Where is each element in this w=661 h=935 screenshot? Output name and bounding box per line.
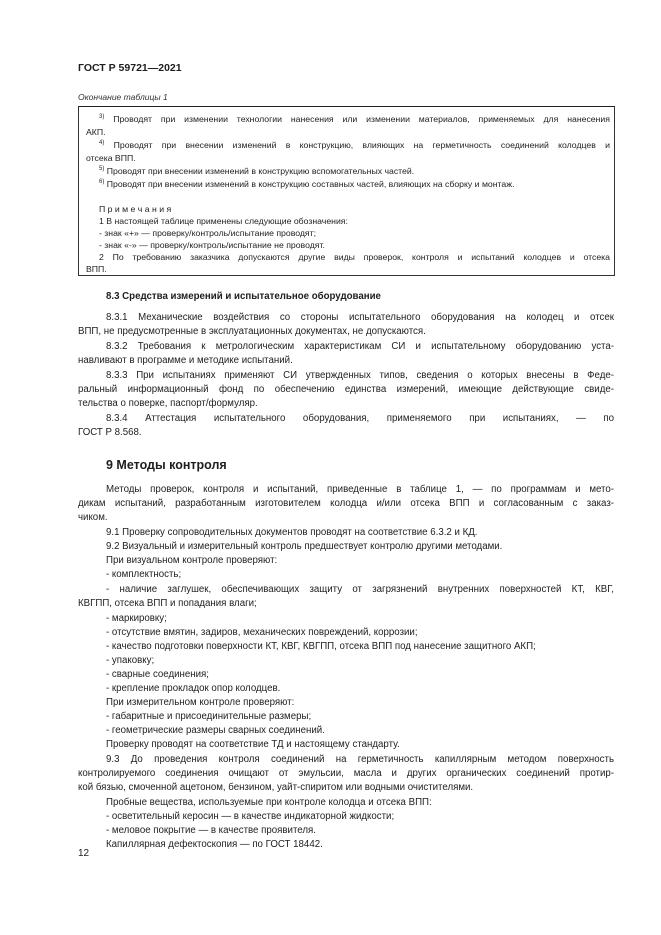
para-8-3-2-line-1: 8.3.2 Требования к метрологическим характеристикам СИ и испытательному оборудованию уста- bbox=[106, 341, 614, 352]
section-9-heading: 9 Методы контроля bbox=[106, 458, 227, 472]
para-8-3-3-line-2: ральный информационный фонд по обеспечению единства измерений, имеющие действующие свиде- bbox=[78, 384, 614, 395]
footnote-5: $^{5)}$ Проводят при внесении изменений в конструкцию вспомогательных частей. bbox=[99, 166, 415, 176]
para-9-1: 9.1 Проверку сопроводительных документов проводят на соответствие 6.3.2 и КД. bbox=[106, 527, 478, 538]
check-statement: Проверку проводят на соответствие ТД и настоящему стандарту. bbox=[106, 739, 400, 750]
note-2-line-1: 2 По требованию заказчика допускаются другие виды проверок, контроля и испытаний колодцев и отсека bbox=[99, 252, 610, 262]
measure-item-2: - геометрические размеры сварных соединений. bbox=[106, 725, 325, 736]
section-9-intro-line-3: чиком. bbox=[78, 512, 108, 523]
page-number: 12 bbox=[78, 848, 90, 859]
visual-item-7: - сварные соединения; bbox=[106, 669, 209, 680]
standard-designation: ГОСТ Р 59721—2021 bbox=[78, 62, 182, 74]
probe-substances-intro: Пробные вещества, используемые при контроле колодца и отсека ВПП: bbox=[106, 797, 432, 808]
measure-control-intro: При измерительном контроле проверяют: bbox=[106, 697, 295, 708]
para-9-3-line-2: контролируемого соединения очищают от эмульсии, масла и других органических соединений протир- bbox=[78, 768, 614, 779]
probe-item-2: - меловое покрытие — в качестве проявителя. bbox=[106, 825, 316, 836]
visual-item-1: - комплектность; bbox=[106, 569, 182, 580]
section-9-intro-line-2: дикам испытаний, разработанным изготовителем колодца и/или отсека ВПП и согласованным с заказ- bbox=[78, 498, 614, 509]
para-8-3-3-line-1: 8.3.3 При испытаниях применяют СИ утвержденных типов, сведения о которых внесены в Феде- bbox=[106, 370, 614, 381]
note-1-minus: - знак «-» — проверку/контроль/испытание не проводят. bbox=[99, 240, 325, 250]
footnote-3-line-2: АКП. bbox=[86, 127, 106, 137]
para-9-2: 9.2 Визуальный и измерительный контроль предшествует контролю другими методами. bbox=[106, 541, 503, 552]
visual-item-4: - отсутствие вмятин, задиров, механических повреждений, коррозии; bbox=[106, 627, 418, 638]
para-8-3-4-line-2: ГОСТ Р 8.568. bbox=[78, 427, 142, 438]
para-8-3-2-line-2: навливают в программе и методике испытаний. bbox=[78, 355, 293, 366]
visual-item-3: - маркировку; bbox=[106, 613, 167, 624]
section-8-3-heading: 8.3 Средства измерений и испытательное оборудование bbox=[106, 291, 381, 302]
visual-item-6: - упаковку; bbox=[106, 655, 155, 666]
capillary-reference: Капиллярная дефектоскопия — по ГОСТ 18442. bbox=[106, 839, 323, 850]
probe-item-1: - осветительный керосин — в качестве индикаторной жидкости; bbox=[106, 811, 395, 822]
notes-title: П р и м е ч а н и я bbox=[99, 204, 172, 214]
table-continuation-caption: Окончание таблицы 1 bbox=[78, 92, 168, 102]
para-8-3-4-line-1: 8.3.4 Аттестация испытательного оборудования, применяемого при испытаниях, — по bbox=[106, 413, 614, 424]
visual-item-2-line-2: КВГПП, отсека ВПП и попадания влаги; bbox=[78, 598, 257, 609]
table-footnotes-box bbox=[78, 106, 615, 276]
section-9-intro-line-1: Методы проверок, контроля и испытаний, приведенные в таблице 1, — по программам и мето- bbox=[106, 484, 614, 495]
para-9-3-line-1: 9.3 До проведения контроля соединений на герметичность капиллярным методом поверхность bbox=[106, 754, 614, 765]
measure-item-1: - габаритные и присоединительные размеры; bbox=[106, 711, 312, 722]
visual-item-2-line-1: - наличие заглушек, обеспечивающих защиту от загрязнений внутренних поверхностей КТ, КВГ, bbox=[106, 584, 614, 595]
visual-item-8: - крепление прокладок опор колодцев. bbox=[106, 683, 281, 694]
para-9-3-line-3: кой бязью, смоченной ацетоном, бензином, уайт-спиритом или водными очистителями. bbox=[78, 782, 474, 793]
footnote-4-line-1: $^{4)}$ Проводят при внесении изменений в конструкцию, влияющих на герметичность соединений колодцев и bbox=[99, 140, 610, 150]
para-8-3-1-line-1: 8.3.1 Механические воздействия со стороны испытательного оборудования на колодец и отсек bbox=[106, 312, 614, 323]
note-1-plus: - знак «+» — проверку/контроль/испытание проводят; bbox=[99, 228, 317, 238]
para-8-3-1-line-2: ВПП, не предусмотренные в эксплуатационных документах, не допускаются. bbox=[78, 326, 426, 337]
footnote-3-line-1: $^{3)}$ Проводят при изменении технологии нанесения или изменении материалов, применяемых для нанесения bbox=[99, 114, 610, 124]
visual-control-intro: При визуальном контроле проверяют: bbox=[106, 555, 278, 566]
para-8-3-3-line-3: тельства о поверке, паспорт/формуляр. bbox=[78, 398, 258, 409]
note-1: 1 В настоящей таблице применены следующие обозначения: bbox=[99, 216, 348, 226]
note-2-line-2: ВПП. bbox=[86, 264, 107, 274]
visual-item-5: - качество подготовки поверхности КТ, КВГ, КВГПП, отсека ВПП под нанесение защитного АКП; bbox=[106, 641, 536, 652]
footnote-4-line-2: отсека ВПП. bbox=[86, 153, 136, 163]
footnote-6: $^{6)}$ Проводят при внесении изменений в конструкцию составных частей, влияющих на сборку и монтаж. bbox=[99, 179, 515, 189]
